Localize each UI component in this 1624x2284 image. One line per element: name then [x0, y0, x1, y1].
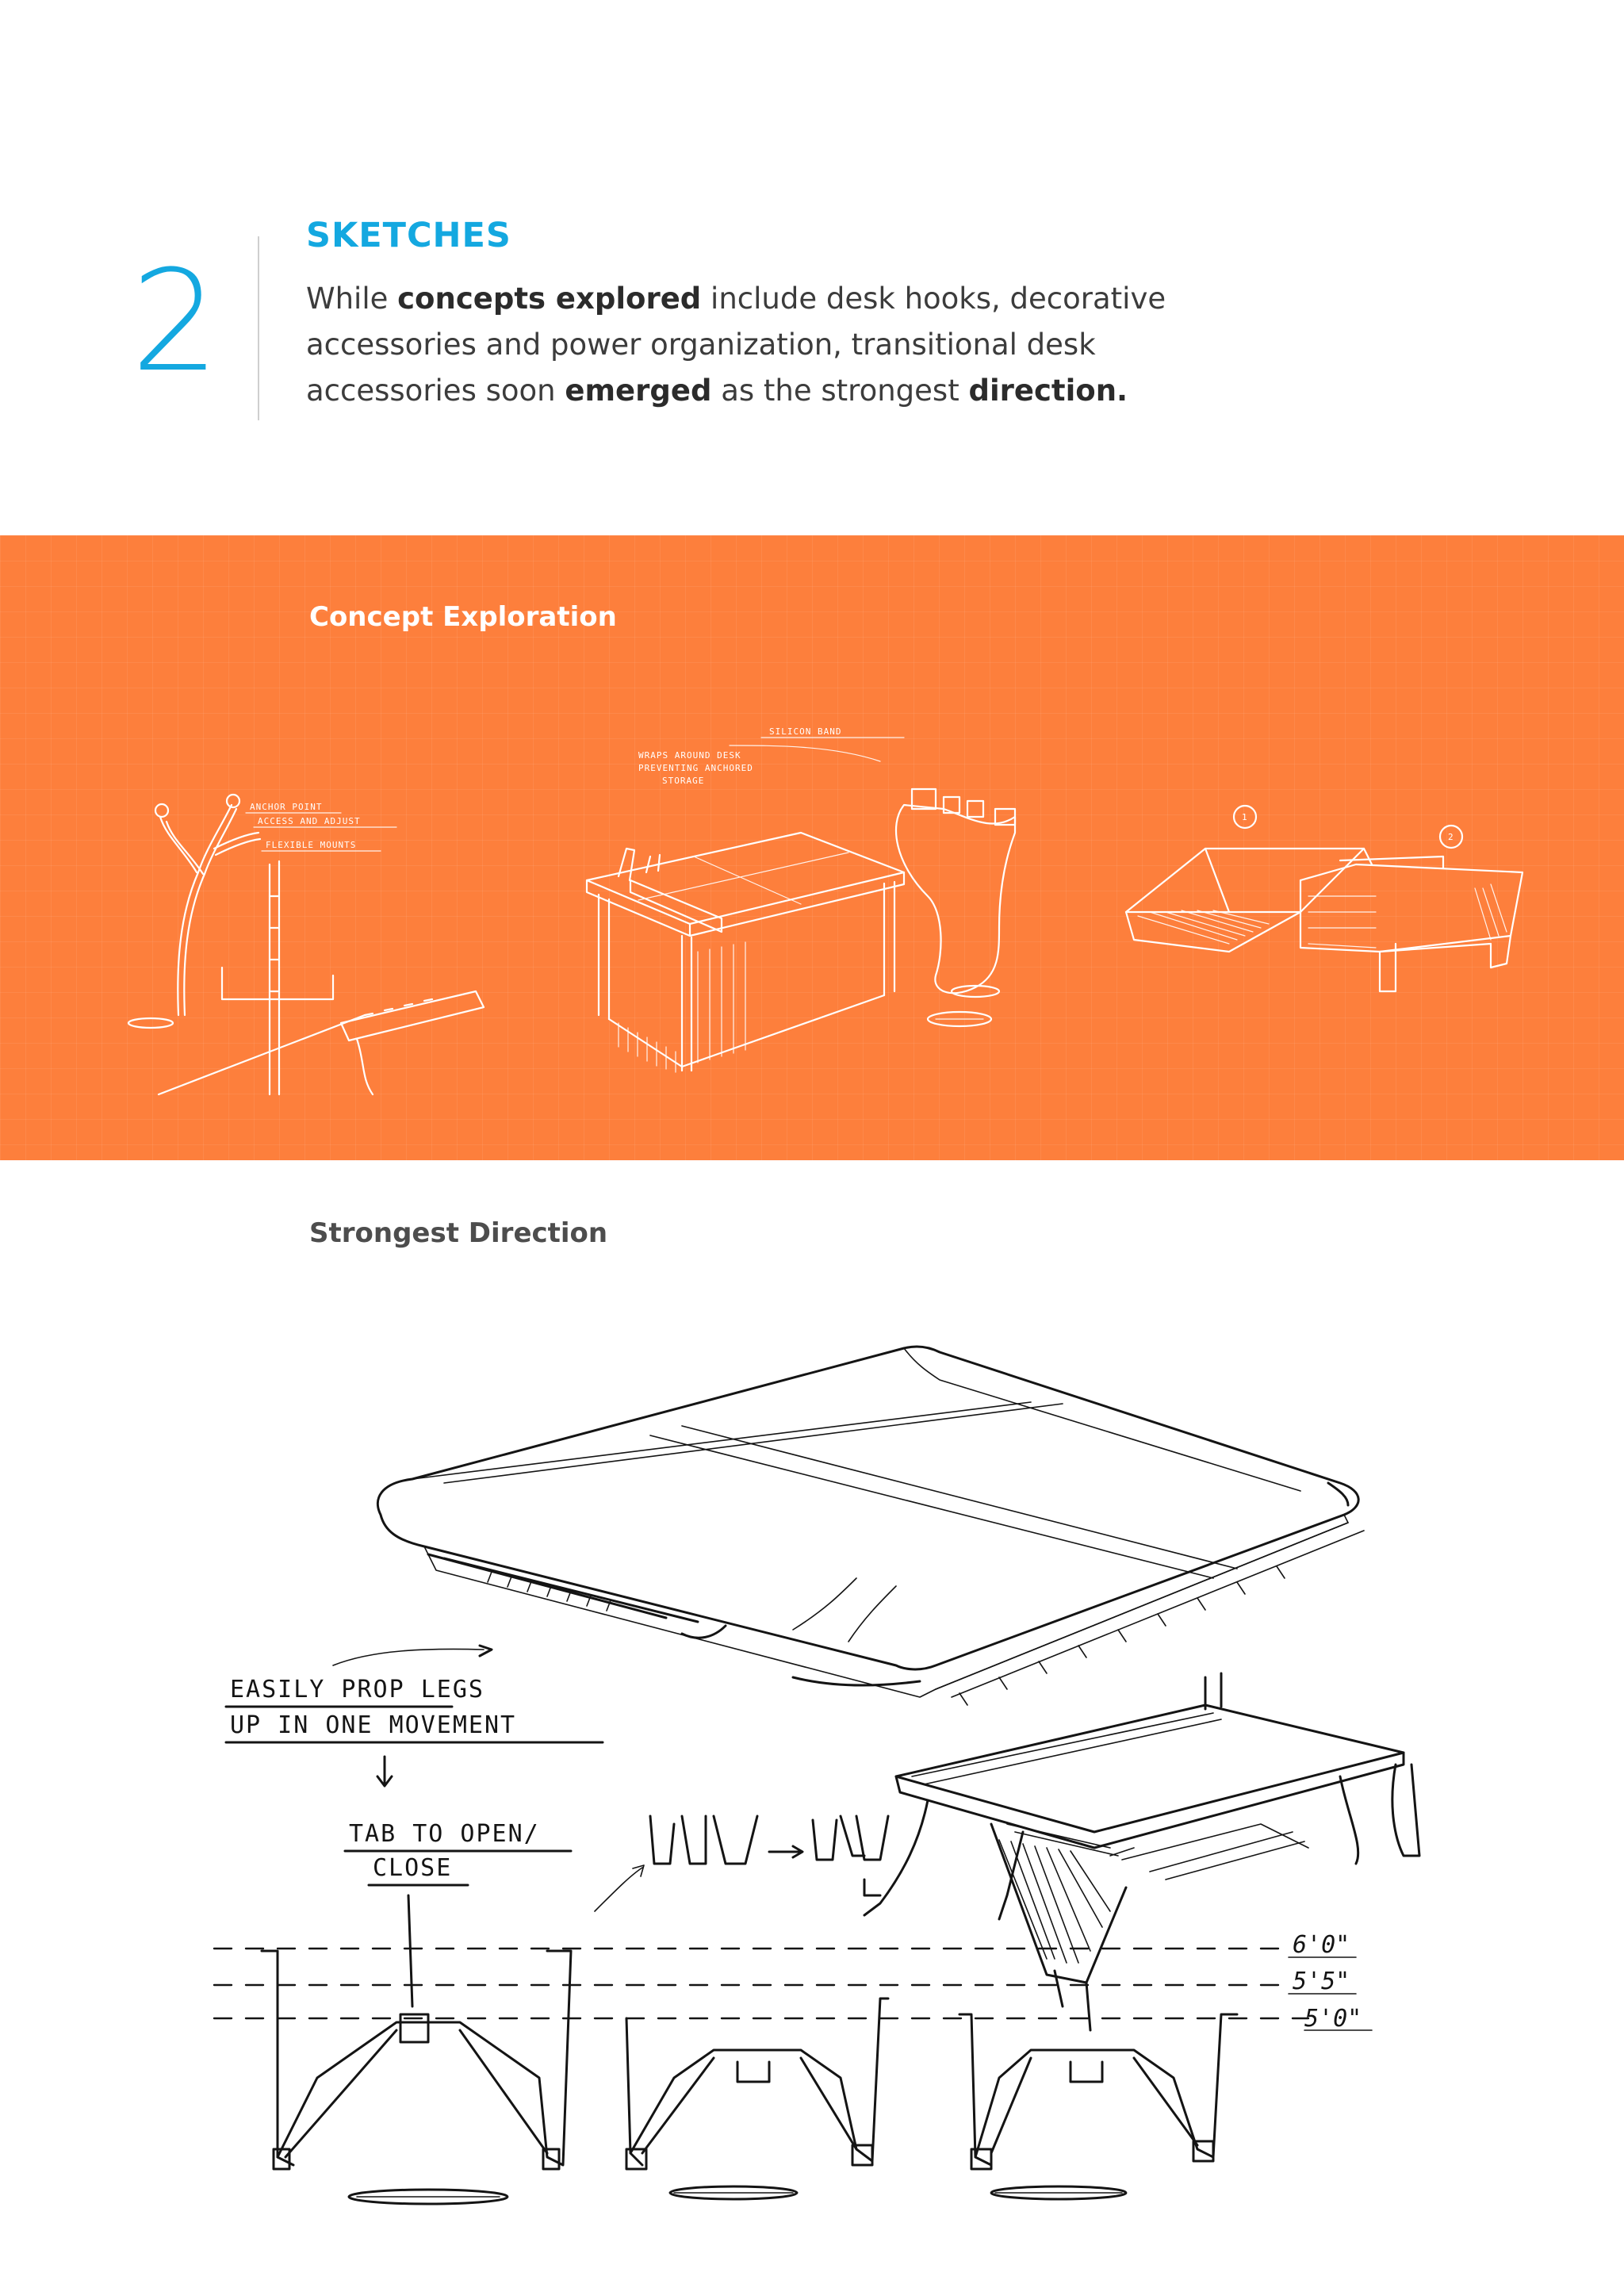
intro-text-3: as the strongest — [711, 374, 969, 408]
note-tab-line-2: CLOSE — [373, 1854, 453, 1882]
band-annotation-3: STORAGE — [662, 776, 705, 786]
note-tab-line-1: TAB TO OPEN/ — [349, 1820, 540, 1848]
intro-bold-3: direction. — [968, 374, 1128, 408]
bridge-stand-sketch — [1110, 793, 1522, 1031]
section-description — [306, 276, 1178, 414]
vertical-divider — [258, 236, 259, 420]
band-annotation-2: PREVENTING ANCHORED — [638, 763, 753, 773]
intro-bold-2: emerged — [565, 374, 712, 408]
concept-exploration-label: Concept Exploration — [309, 601, 617, 633]
dimension-5ft: 5'0" — [1304, 2005, 1362, 2033]
hook-annotation-1: ANCHOR POINT — [250, 802, 323, 812]
section-title: SKETCHES — [306, 216, 511, 255]
strongest-direction-label: Strongest Direction — [309, 1217, 608, 1249]
hook-annotation-2: ACCESS AND ADJUST — [258, 816, 361, 826]
leg-sequence-sketch — [198, 1650, 1467, 2221]
intro-text-2: include desk hooks, decorative accessories and power organization, transitional desk accessories soon — [306, 282, 1166, 408]
dimension-5ft5: 5'5" — [1293, 1968, 1350, 1995]
dimension-6ft: 6'0" — [1293, 1931, 1350, 1959]
desk-hook-sketch — [103, 761, 531, 1094]
band-annotation-top: SILICON BAND — [769, 726, 842, 737]
marker-2: 2 — [1448, 832, 1454, 842]
note-prop-legs-line-2: UP IN ONE MOVEMENT — [230, 1711, 517, 1739]
note-prop-legs-line-1: EASILY PROP LEGS — [230, 1676, 485, 1703]
desk-riser-band-sketch — [571, 714, 1063, 1086]
intro-text-1: While — [306, 282, 398, 316]
band-annotation-1: WRAPS AROUND DESK — [638, 750, 741, 761]
hook-annotation-3: FLEXIBLE MOUNTS — [266, 840, 357, 850]
step-number: 2 — [131, 240, 220, 403]
marker-1: 1 — [1242, 812, 1248, 822]
intro-bold-1: concepts explored — [397, 282, 702, 316]
